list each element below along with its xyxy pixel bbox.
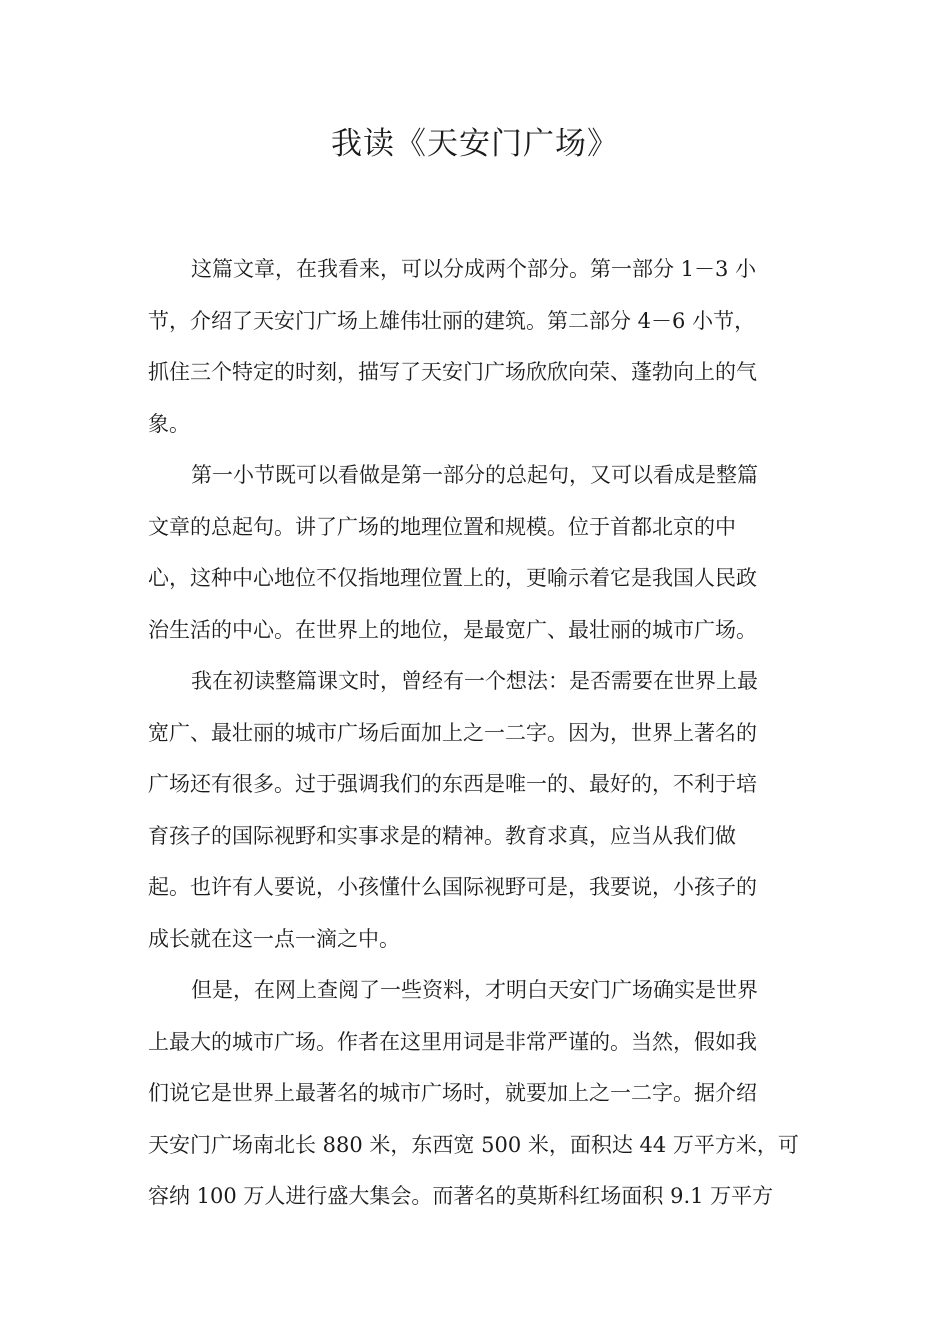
paragraph-4-line-2: 上最大的城市广场。作者在这里用词是非常严谨的。当然，假如我 [148, 1029, 757, 1054]
document-title: 我读《天安门广场》 [331, 126, 619, 162]
paragraph-3-line-1: 我在初读整篇课文时，曾经有一个想法：是否需要在世界上最 [191, 669, 758, 693]
paragraph-2-line-2: 文章的总起句。讲了广场的地理位置和规模。位于首都北京的中 [148, 514, 736, 539]
paragraph-1-line-1: 这篇文章，在我看来，可以分成两个部分。第一部分 1－3 小 [191, 257, 757, 281]
document-body [148, 244, 800, 1223]
paragraph-2-line-1: 第一小节既可以看做是第一部分的总起句，又可以看成是整篇 [191, 463, 758, 487]
paragraph-3-line-2: 宽广、最壮丽的城市广场后面加上之一二字。因为，世界上著名的 [148, 720, 757, 745]
paragraph-3-line-4: 育孩子的国际视野和实事求是的精神。教育求真，应当从我们做 [148, 823, 736, 848]
paragraph-3-line-3: 广场还有很多。过于强调我们的东西是唯一的、最好的，不利于培 [148, 772, 757, 796]
paragraph-3-line-6: 成长就在这一点一滴之中。 [148, 926, 400, 951]
paragraph-1-line-2: 节，介绍了天安门广场上雄伟壮丽的建筑。第二部分 4－6 小节， [148, 308, 756, 333]
paragraph-3-line-5: 起。也许有人要说，小孩懂什么国际视野可是，我要说，小孩子的 [148, 875, 757, 899]
paragraph-4-line-3: 们说它是世界上最著名的城市广场时，就要加上之一二字。据介绍 [148, 1081, 757, 1105]
paragraph-4-line-4: 天安门广场南北长 880 米，东西宽 500 米，面积达 44 万平方米，可 [148, 1132, 799, 1157]
paragraph-1-line-3: 抓住三个特定的时刻，描写了天安门广场欣欣向荣、蓬勃向上的气 [148, 360, 757, 384]
paragraph-2-line-4: 治生活的中心。在世界上的地位，是最宽广、最壮丽的城市广场。 [148, 617, 757, 642]
paragraph-4-line-1: 但是，在网上查阅了一些资料，才明白天安门广场确实是世界 [191, 978, 758, 1002]
paragraph-2-line-3: 心，这种中心地位不仅指地理位置上的，更喻示着它是我国人民政 [148, 566, 757, 590]
paragraph-1-line-4: 象。 [148, 411, 190, 436]
paragraph-4-line-5: 容纳 100 万人进行盛大集会。而著名的莫斯科红场面积 9.1 万平方 [148, 1184, 774, 1208]
